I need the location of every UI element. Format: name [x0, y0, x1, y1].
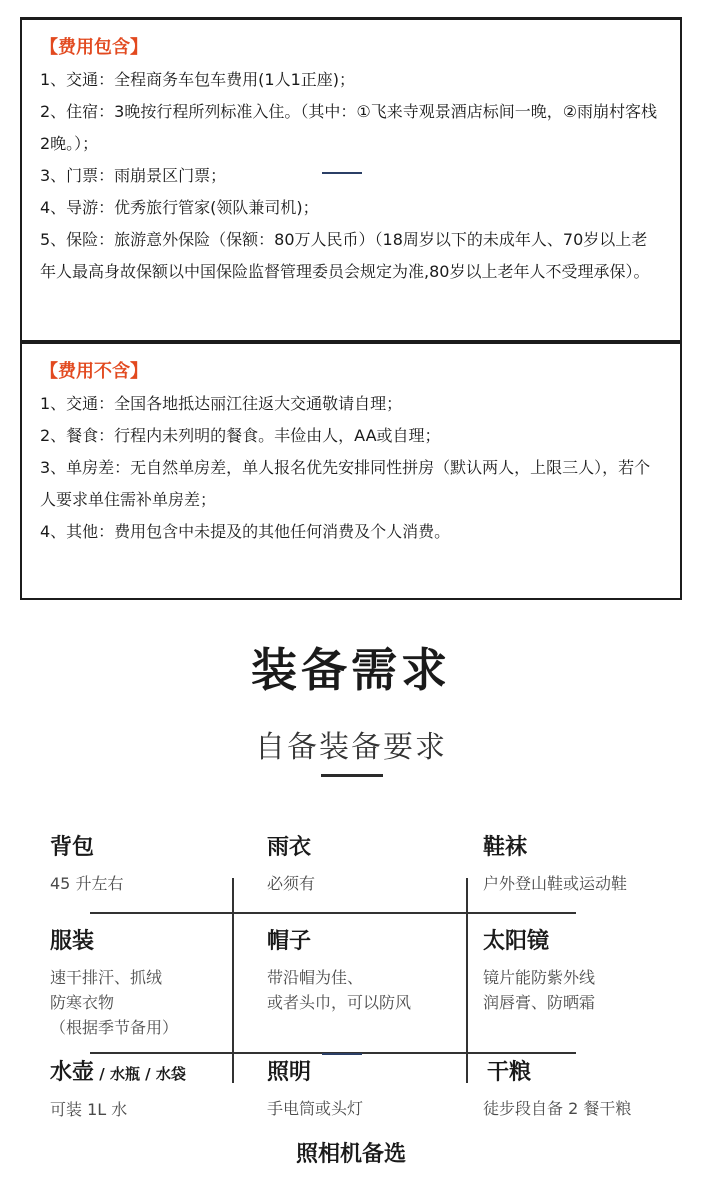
equipment-item-name-line [50, 1058, 250, 1089]
equipment-item-raincoat [267, 833, 467, 896]
equipment-item-lighting [267, 1058, 467, 1121]
equipment-item-desc: 速干排汗、抓绒 [50, 968, 163, 987]
equipment-item-desc-group [50, 965, 250, 1040]
equipment-item-name: 背包 [50, 835, 95, 860]
subtitle-underline [321, 774, 383, 777]
equipment-item-sunglasses [483, 927, 683, 1015]
fee-included-item: 1、交通：全程商务车包车费用(1人1正座)； [40, 70, 356, 89]
camera-optional-note: 照相机备选 [295, 1142, 406, 1167]
equipment-subtitle: 自备装备要求 [255, 730, 447, 765]
fee-included-item: 3、门票：雨崩景区门票； [40, 166, 227, 185]
fee-included-item: 5、保险：旅游意外保险（保额：80万人民币）（18周岁以下的未成年人、70岁以上老年人最高身故保额以中国保险监督管理委员会规定为准,80岁以上老年人不受理承保）。 [40, 230, 650, 281]
equipment-item-name: 照明 [267, 1060, 312, 1085]
equipment-item-desc: 手电筒或头灯 [267, 1099, 364, 1118]
equipment-item-backpack [50, 833, 250, 896]
equipment-item-desc: 必须有 [267, 874, 316, 893]
equipment-item-desc: 镜片能防紫外线 [483, 968, 596, 987]
equipment-item-name: 帽子 [267, 929, 312, 954]
equipment-item-name: 干粮 [487, 1060, 532, 1085]
equipment-item-desc: 或者头巾，可以防风 [267, 993, 412, 1012]
equipment-item-name: 太阳镜 [483, 929, 550, 954]
equipment-item-food [483, 1058, 683, 1121]
equipment-item-desc-group [483, 965, 683, 1015]
equipment-item-desc-group [267, 965, 467, 1015]
equipment-title: 装备需求 [251, 643, 451, 697]
fee-included-title: 【费用包含】 [40, 37, 148, 58]
equipment-item-name: 鞋袜 [483, 835, 528, 860]
equipment-item-water-bottle [50, 1058, 250, 1122]
equipment-item-name: 水壶 [50, 1060, 95, 1085]
equipment-item-desc: 防寒衣物 [50, 993, 115, 1012]
decorative-dash [322, 1053, 362, 1055]
fee-excluded-item: 4、其他：费用包含中未提及的其他任何消费及个人消费。 [40, 522, 451, 541]
equipment-item-desc: 润唇膏、防晒霜 [483, 993, 596, 1012]
fee-excluded-item: 2、餐食：行程内未列明的餐食。丰俭由人，AA或自理； [40, 426, 441, 445]
equipment-item-name: 服装 [50, 929, 95, 954]
equipment-item-clothing [50, 927, 250, 1040]
equipment-item-hat [267, 927, 467, 1015]
fee-excluded-box [20, 341, 682, 600]
fee-excluded-title: 【费用不含】 [40, 361, 148, 382]
fee-included-box [20, 17, 682, 342]
equipment-item-desc: 带沿帽为佳、 [267, 968, 364, 987]
fee-excluded-item: 3、单房差：无自然单房差，单人报名优先安排同性拼房（默认两人，上限三人），若个人要求单住需补单房差； [40, 458, 651, 509]
equipment-item-shoes [483, 833, 683, 896]
fee-included-item: 4、导游：优秀旅行管家(领队兼司机)； [40, 198, 319, 217]
equipment-item-desc: 徒步段自备 2 餐干粮 [483, 1099, 632, 1118]
equipment-item-desc: （根据季节备用） [50, 1018, 179, 1037]
equipment-item-desc: 户外登山鞋或运动鞋 [483, 874, 628, 893]
fee-included-item: 2、住宿：3晚按行程所列标准入住。（其中：①飞来寺观景酒店标间一晚，②雨崩村客栈2晚。）； [40, 102, 658, 153]
grid-divider-h1 [90, 912, 576, 914]
fee-excluded-item: 1、交通：全国各地抵达丽江往返大交通敬请自理； [40, 394, 403, 413]
decorative-dash [322, 172, 362, 174]
equipment-item-name-suffix: / 水瓶 / 水袋 [94, 1065, 186, 1083]
equipment-item-desc: 可装 1L 水 [50, 1100, 128, 1119]
equipment-item-desc: 45 升左右 [50, 874, 124, 893]
equipment-item-name: 雨衣 [267, 835, 312, 860]
